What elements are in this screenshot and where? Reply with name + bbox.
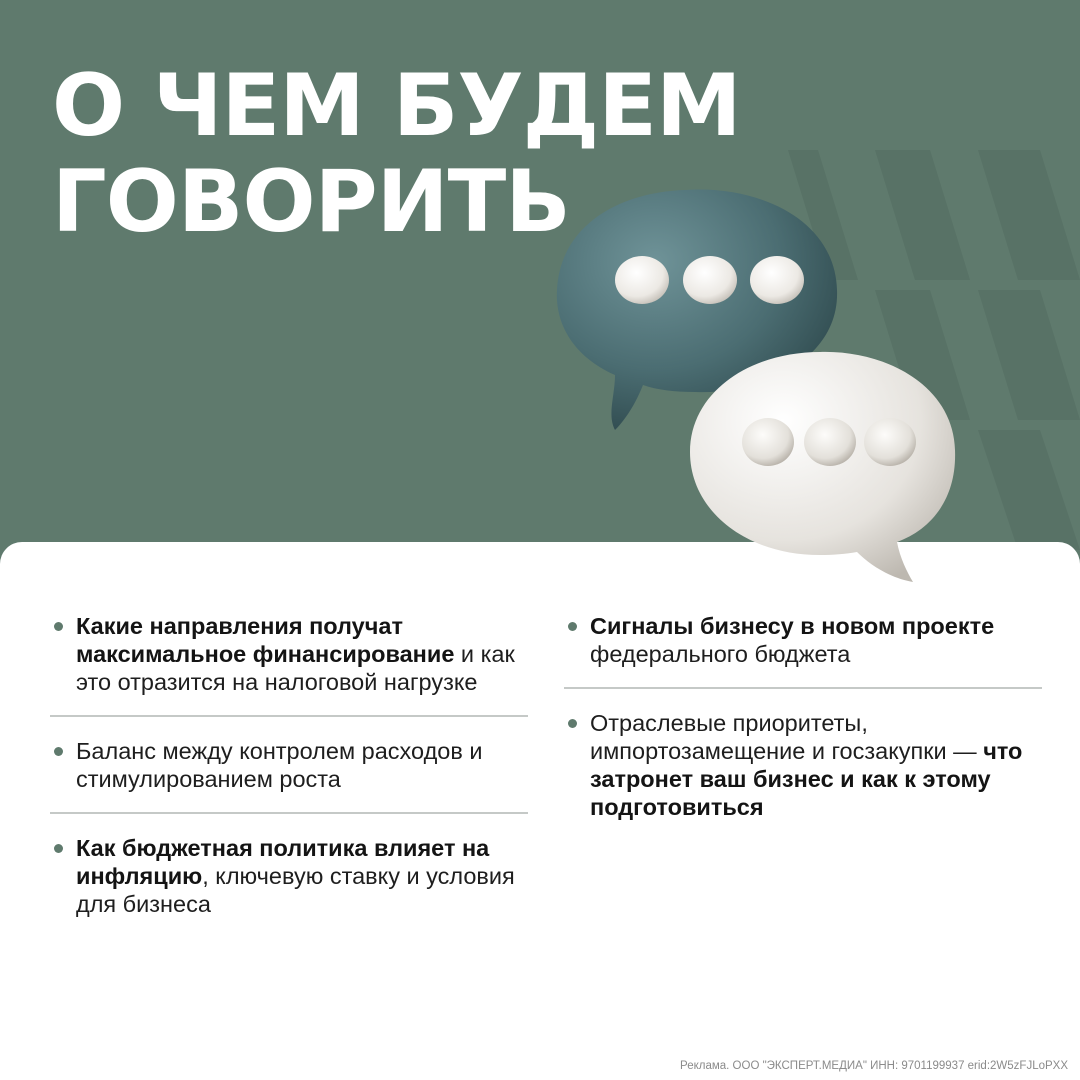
item-bold-text: что затронет ваш бизнес и как к этому подготовиться (590, 738, 1023, 820)
item-bold-text: Сигналы бизнесу в новом проекте (590, 613, 995, 639)
title-line-1: О ЧЕМ БУДЕМ (52, 56, 741, 156)
bullet-icon (54, 747, 63, 756)
item-bold-text: Какие направления получат максимальное финансирование (76, 613, 455, 667)
item-text: Отраслевые приоритеты, импортозамещение и госзакупки — (590, 710, 984, 764)
bullet-icon (54, 622, 63, 631)
bullet-icon (568, 719, 577, 728)
divider (50, 715, 528, 717)
title-line-2: ГОВОРИТЬ (52, 152, 570, 252)
divider (564, 687, 1042, 689)
list-item (50, 737, 528, 793)
list-item (564, 709, 1042, 821)
list-item (50, 834, 528, 918)
left-column (50, 612, 528, 918)
item-bold-text: Как бюджетная политика влияет на инфляцию (76, 835, 490, 889)
list-item (564, 612, 1042, 668)
item-text: , ключевую ставку и условия для бизнеса (76, 863, 515, 917)
bullet-icon (568, 622, 577, 631)
item-text: федерального бюджета (590, 641, 851, 667)
item-text: и как это отразится на налоговой нагрузке (76, 641, 515, 695)
chat-bubbles-illustration (545, 180, 975, 600)
bullet-icon (54, 844, 63, 853)
chat-bubble-white-icon (690, 352, 955, 582)
item-text: Баланс между контролем расходов и стимулированием роста (76, 738, 483, 792)
content-panel (0, 542, 1080, 1080)
list-item (50, 612, 528, 696)
divider (50, 812, 528, 814)
ad-disclaimer: Реклама. ООО "ЭКСПЕРТ.МЕДИА" ИНН: 9701199937 erid:2W5zFJLoPXX (680, 1060, 1068, 1072)
right-column (564, 612, 1042, 821)
